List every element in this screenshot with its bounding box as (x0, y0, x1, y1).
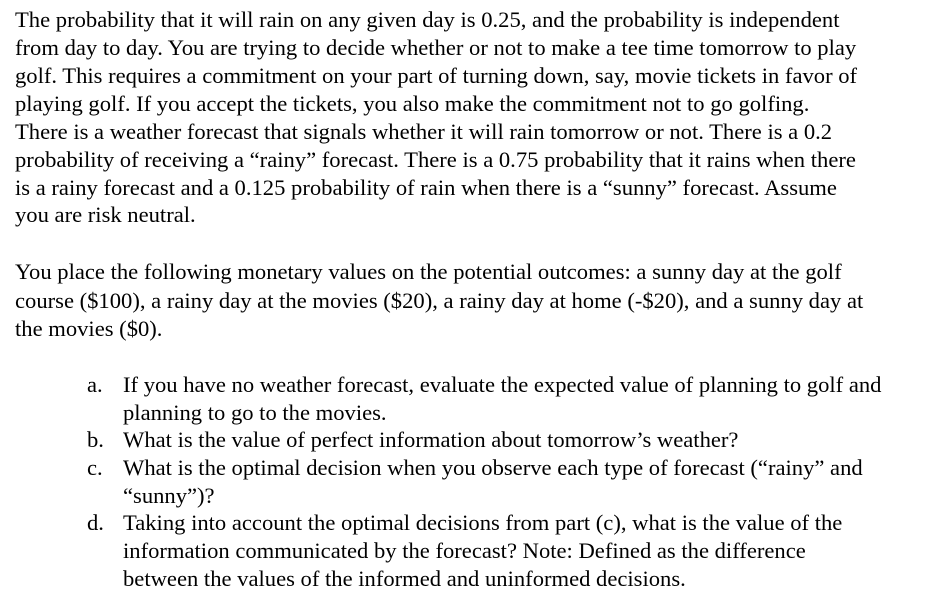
intro-line: There is a weather forecast that signals whether it will rain tomorrow or not. There is a 0.2 (15, 119, 833, 144)
question-text-line: If you have no weather forecast, evaluate the expected value of planning to golf and (123, 372, 882, 397)
question-text-line: planning to go to the movies. (123, 400, 387, 425)
intro-line: is a rainy forecast and a 0.125 probability of rain when there is a “sunny” forecast. Assume (15, 175, 837, 200)
intro-line: playing golf. If you accept the tickets, you also make the commitment not to go golfing. (15, 91, 810, 116)
question-marker: a. (87, 372, 103, 397)
intro-line: from day to day. You are trying to decide whether or not to make a tee time tomorrow to play (15, 35, 857, 60)
question-text-line: “sunny”)? (123, 483, 215, 508)
question-marker: b. (87, 427, 104, 452)
question-text-line: information communicated by the forecast? Note: Defined as the difference (123, 538, 806, 563)
values-line: You place the following monetary values on the potential outcomes: a sunny day at the golf (15, 259, 842, 284)
intro-line: The probability that it will rain on any given day is 0.25, and the probability is independent (15, 7, 840, 32)
intro-line: probability of receiving a “rainy” forecast. There is a 0.75 probability that it rains when there (15, 147, 856, 172)
question-marker: c. (87, 455, 103, 480)
values-line: course ($100), a rainy day at the movies ($20), a rainy day at home (-$20), and a sunny day at (15, 288, 864, 313)
question-text-line: What is the value of perfect information about tomorrow’s weather? (123, 427, 739, 452)
question-marker: d. (87, 510, 104, 535)
intro-line: golf. This requires a commitment on your part of turning down, say, movie tickets in favor of (15, 63, 858, 88)
question-text-line: Taking into account the optimal decisions from part (c), what is the value of the (123, 510, 843, 535)
intro-line: you are risk neutral. (15, 202, 196, 227)
question-text-line: between the values of the informed and uninformed decisions. (123, 566, 686, 591)
values-line: the movies ($0). (15, 316, 163, 341)
question-text-line: What is the optimal decision when you observe each type of forecast (“rainy” and (123, 455, 863, 480)
